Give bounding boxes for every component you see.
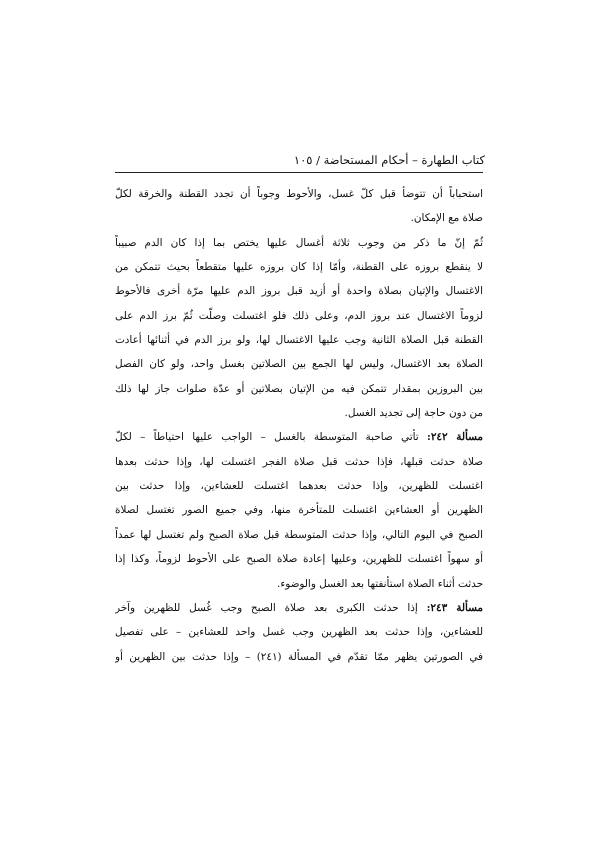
text-line: الصلاة بعد الاغتسال، وليس لها الجمع بين الصلاتين بغسل واحد، ولو كان الفصل (115, 358, 483, 371)
text-line: حدثت أثناء الصلاة استأنفتها بعد الغسل والوضوء. (277, 577, 483, 590)
text-line: الصبح في اليوم التالي، وإذا حدثت المتوسطة قبل صلاة الصبح ولم تغتسل لها عمداً (115, 528, 483, 541)
issue-first-line (115, 425, 483, 449)
issue-label: مسألة ٢٤٣: (426, 601, 483, 614)
header-title: كتاب الطهارة – أحكام المستحاضة / ١٠٥ (293, 153, 485, 167)
text-line-continuation: تأتي صاحبة المتوسطة بالغسل – الواجب عليها احتياطاً – لكلّ (115, 431, 427, 444)
text-line: ثُمّ إنّ ما ذكر من وجوب ثلاثة أغسال عليها يختص بما إذا كان الدم صبيباً (115, 236, 483, 249)
issue-label: مسألة ٢٤٢: (427, 431, 483, 444)
text-line: بين البروزين بمقدار تتمكن فيه من الإتيان بصلاتين أو عدّة صلوات جاز لها ذلك (115, 382, 483, 395)
body-text (115, 182, 483, 669)
text-line: الظهرين أو العشاءين اغتسلت للمتأخرة منها، وفي جميع الصور تغتسل لصلاة (115, 504, 483, 517)
issue-first-line (115, 596, 483, 620)
text-line-continuation: إذا حدثت الكبرى بعد صلاة الصبح وجب غُسل للظهرين وآخر (115, 601, 427, 614)
text-line: أو سهواً اغتسلت للظهرين، وعليها إعادة صلاة الصبح على الأحوط لزوماً، وكذا إذا (115, 553, 483, 566)
text-line: من دون حاجة إلى تجديد الغسل. (344, 407, 483, 420)
text-line: الاغتسال والإتيان بصلاة واحدة أو أزيد قبل بروز الدم عليها مرّة أخرى فالأحوط (115, 285, 483, 298)
text-line: صلاة حدثت قبلها، فإذا حدثت قبل صلاة الفجر اغتسلت لها، وإذا حدثت بعدها (115, 455, 483, 468)
running-header (115, 150, 485, 170)
text-line: استحباباً أن تتوضأ قبل كلّ غسل، والأحوط وجوباً أن تجدد القطنة والخرقة لكلّ (115, 188, 483, 200)
text-line: لزوماً الاغتسال عند بروز الدم، وعلى ذلك فلو اغتسلت وصلّت ثُمّ برز الدم على (115, 309, 483, 322)
text-line: صلاة مع الإمكان. (410, 212, 483, 225)
text-line: للعشاءين، وإذا حدثت بعد الظهرين وجب غسل واحد للعشاءين – على تفصيل (115, 626, 483, 639)
header-rule (115, 172, 483, 173)
text-line: في الصورتين يظهر ممّا تقدّم في المسألة (٢٤١) – وإذا حدثت بين الظهرين أو (115, 650, 483, 663)
text-line: القطنة قبل الصلاة الثانية وجب عليها الاغتسال لها، ولو برز الدم في أثنائها أعادت (115, 334, 483, 347)
text-line: اغتسلت للظهرين، وإذا حدثت بعدهما اغتسلت للعشاءين، وإذا حدثت بين (115, 480, 483, 493)
text-line: لا ينقطع بروزه على القطنة، وأمّا إذا كان بروزه عليها متقطعاً بحيث تتمكن من (115, 261, 483, 274)
